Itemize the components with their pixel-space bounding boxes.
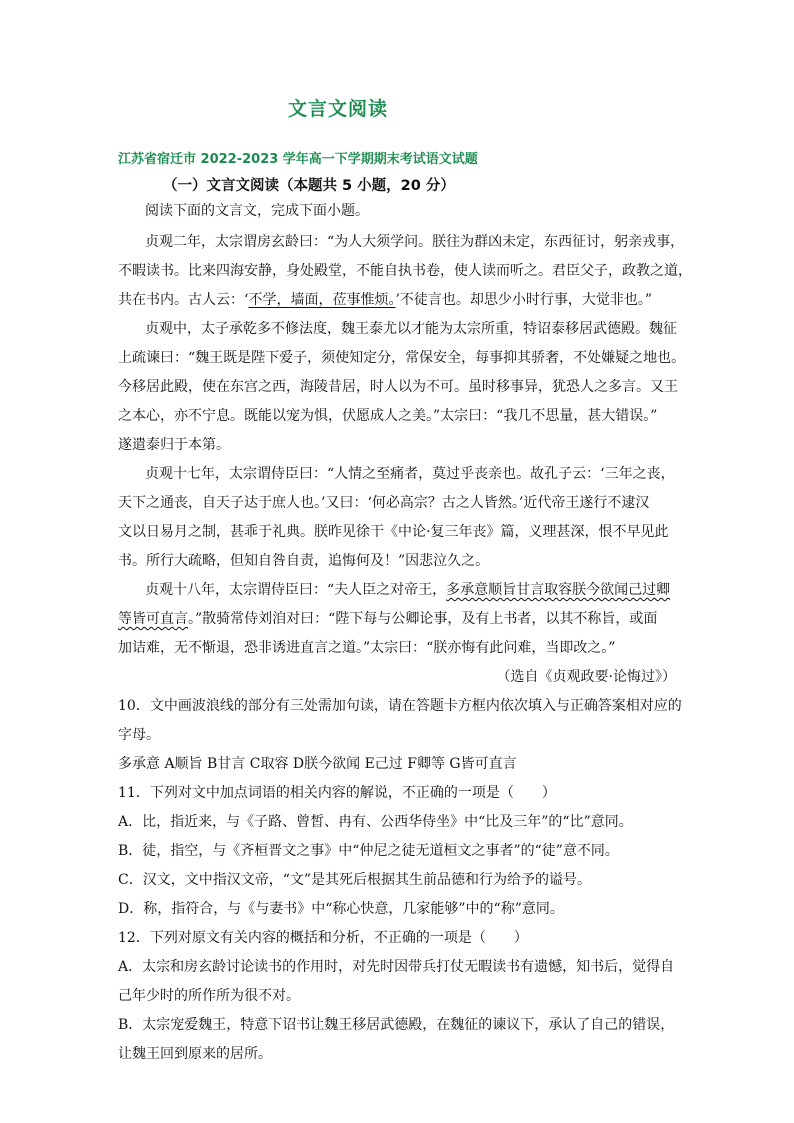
passage-line (118, 609, 657, 629)
passage-line: 天下之通丧，自天子达于庶人也。’又曰：‘何必高宗？古之人皆然。’近代帝王遂行不逮汉 (118, 495, 650, 511)
passage-line: 文以日易月之制，甚乖于礼典。朕昨见徐干《中论·复三年丧》篇，义理甚深，恨不早见此 (118, 524, 669, 540)
question-11-option-c: C．汉文，文中指汉文帝，“文”是其死后根据其生前品德和行为给予的谥号。 (118, 872, 592, 888)
question-11-option-d: D．称，指符合，与《与妻书》中“称心快意，几家能够”中的“称”意同。 (118, 901, 564, 917)
passage-text: 共在书内。古人云：‘ (118, 292, 249, 308)
question-10-stem: 字母。 (118, 727, 160, 743)
passage-text: 。”散骑常侍刘洎对曰：“陛下每与公卿论事，及有上书者，以其不称旨，或面 (188, 611, 658, 627)
question-10-options: 多承意 A顺旨 B甘言 C取容 D朕今欲闻 E己过 F卿等 G皆可直言 (118, 756, 517, 772)
passage-text: ’不徒言也。却思少小时行事，大觉非也。” (395, 292, 653, 308)
citation: （选自《贞观政要·论悔过》） (496, 669, 676, 685)
source-line: 江苏省宿迁市 2022-2023 学年高一下学期期末考试语文试题 (118, 152, 478, 167)
passage-line: 贞观十七年，太宗谓侍臣曰：“人情之至痛者，莫过乎丧亲也。故孔子云：‘三年之丧， (145, 466, 675, 482)
question-12-option-a: A．太宗和房玄龄讨论读书的作用时，对先时因带兵打仗无暇读书有遗憾，知书后，觉得自 (118, 959, 675, 975)
passage-line: 之本心，亦不宁息。既能以宠为惧，伏愿成人之美。”太宗曰：“我几不思量，甚大错误。” (118, 408, 658, 424)
passage-line: 遂遣泰归于本第。 (118, 437, 230, 453)
question-11-stem: 11．下列对文中加点词语的相关内容的解说，不正确的一项是（ ） (118, 785, 556, 801)
passage-line: 加诘难，无不惭退，恐非诱进直言之道。”太宗曰：“朕亦悔有此问难，当即改之。” (118, 640, 616, 656)
passage-line: 不暇读书。比来四海安静，身处殿堂，不能自执书卷，使人读而听之。君臣父子，政教之道， (118, 263, 692, 279)
question-12-stem: 12．下列对原文有关内容的概括和分析，不正确的一项是（ ） (118, 930, 528, 946)
section-heading: （一）文言文阅读（本题共 5 小题，20 分） (163, 178, 455, 194)
question-10-stem: 10．文中画波浪线的部分有三处需加句读，请在答题卡方框内依次填入与正确答案相对应的 (118, 698, 682, 714)
passage-line: 书。所行大疏略，但知自咎自责，追悔何及！”因悲泣久之。 (118, 553, 490, 569)
question-11-option-b: B．徒，指空，与《齐桓晋文之事》中“仲尼之徒无道桓文之事者”的“徒”意不同。 (118, 843, 619, 859)
question-12-option-b: B．太宗宠爱魏王，特意下诏书让魏王移居武德殿，在魏征的谏议下，承认了自己的错误， (118, 1017, 675, 1033)
passage-line (145, 580, 670, 600)
wavy-underlined-text: 等皆可直言 (118, 611, 188, 627)
wavy-underlined-text: 多承意顺旨甘言取容朕今欲闻己过卿 (446, 582, 671, 598)
question-12-option-a: 己年少时的所作所为很不对。 (118, 988, 300, 1004)
passage-text: 贞观十八年，太宗谓侍臣曰：“夫人臣之对帝王， (145, 582, 447, 598)
question-12-option-b: 让魏王回到原来的居所。 (118, 1046, 272, 1062)
intro-line: 阅读下面的文言文，完成下面小题。 (145, 203, 369, 219)
page-title: 文言文阅读 (288, 98, 389, 120)
passage-line (118, 290, 652, 310)
passage-line: 今移居此殿，使在东宫之西，海陵昔居，时人以为不可。虽时移事异，犹恐人之多言。又王 (118, 379, 678, 395)
passage-line: 上疏谏曰：“魏王既是陛下爱子，须使知定分，常保安全，每事抑其骄奢，不处嫌疑之地也。 (118, 350, 686, 366)
question-11-option-a: A．比，指近来，与《子路、曾皙、冉有、公西华侍坐》中“比及三年”的“比”意同。 (118, 814, 633, 830)
passage-line: 贞观中，太子承乾多不修法度，魏王泰尤以才能为太宗所重，特诏泰移居武德殿。魏征 (145, 321, 677, 337)
underlined-sentence: 不学，墙面，莅事惟烦。 (248, 292, 396, 308)
passage-line: 贞观二年，太宗谓房玄龄曰：“为人大须学问。朕往为群凶未定，东西征讨，躬亲戎事， (145, 234, 685, 250)
